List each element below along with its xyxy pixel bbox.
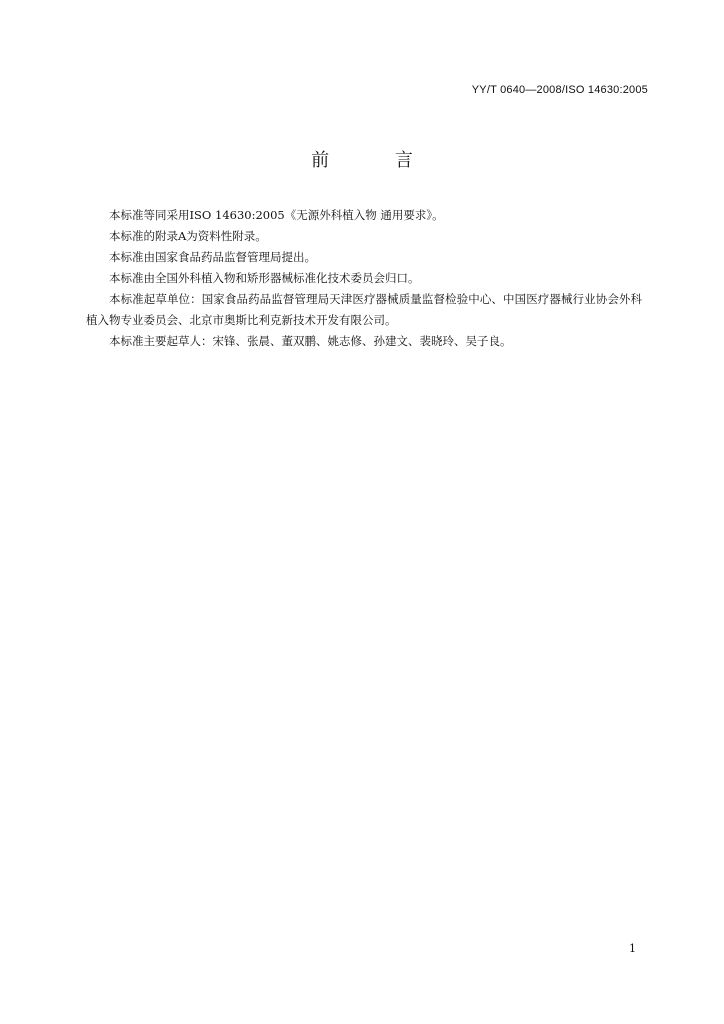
paragraph-annex: 本标准的附录A为资料性附录。 xyxy=(109,229,267,243)
foreword-body xyxy=(86,205,642,352)
paragraph-drafting-organizations: 本标准起草单位：国家食品药品监督管理局天津医疗器械质量监督检验中心、中国医疗器械行业协会外科植入物专业委员会、北京市奥斯比利克新技术开发有限公司。 xyxy=(86,292,642,327)
page-number: 1 xyxy=(629,942,636,955)
standard-code: YY/T 0640—2008/ISO 14630:2005 xyxy=(471,84,648,96)
paragraph-proposed-by: 本标准由国家食品药品监督管理局提出。 xyxy=(109,250,316,264)
page-title: 前 言 xyxy=(311,150,443,171)
paragraph-centralized-by: 本标准由全国外科植入物和矫形器械标准化技术委员会归口。 xyxy=(109,271,420,285)
paragraph-adoption: 本标准等同采用ISO 14630:2005《无源外科植入物 通用要求》。 xyxy=(109,208,444,222)
paragraph-drafters: 本标准主要起草人：宋锋、张晨、董双鹏、姚志修、孙建文、裴晓玲、吴子良。 xyxy=(109,334,512,348)
